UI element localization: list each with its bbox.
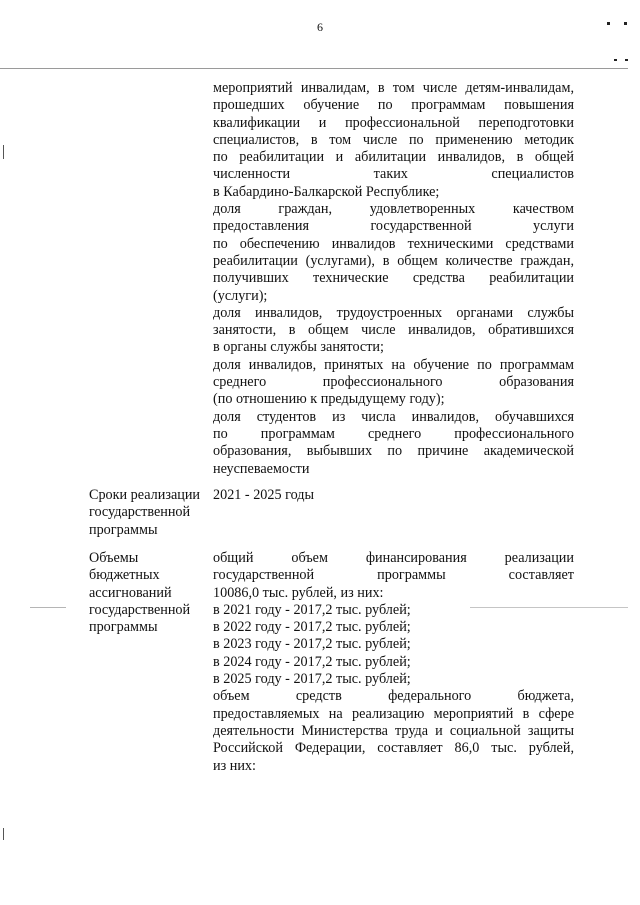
funding-text-line: в 2024 году - 2017,2 тыс. рублей; [213,653,411,670]
indicator-text-line: в органы службы занятости; [213,339,384,356]
indicators-text [213,80,574,478]
scan-artifact-mid-line [30,607,66,608]
scan-artifact-left-mark [3,828,4,840]
funding-text-line: объем средств федерального бюджета, [213,688,574,705]
indicator-text-line: прошедших обучение по программам повышения [213,97,574,114]
scan-artifact-speck [625,59,628,61]
indicator-text-line: специалистов, в том числе по применению методик [213,131,574,148]
funding-text-line: из них: [213,757,256,774]
indicator-text-line: по обеспечению инвалидов техническими средствами [213,235,574,252]
row-label-line: программы [89,521,158,538]
indicator-text-line: среднего профессионального образования [213,374,574,391]
scan-artifact-speck [607,22,610,25]
indicator-text-line: доля студентов из числа инвалидов, обучавшихся [213,408,574,425]
page-number: 6 [317,20,323,34]
funding-text-line: предоставляемых на реализацию мероприятий в сфере [213,705,574,722]
terms-value-block [213,487,574,504]
row-label-line: Сроки реализации [89,487,201,503]
funding-text-line: деятельности Министерства труда и социальной защиты [213,722,574,739]
terms-label [89,487,209,539]
funding-text-line: 10086,0 тыс. рублей, из них: [213,584,384,601]
scan-artifact-top-line [0,68,628,69]
scan-artifact-left-mark [3,145,4,159]
indicator-text-line: в Кабардино-Балкарской Республике; [213,183,440,200]
indicator-text-line: по реабилитации и абилитации инвалидов, в общей [213,149,574,166]
indicator-text-line: неуспеваемости [213,460,310,477]
indicator-text-line: образования, выбывших по причине академической [213,443,574,460]
terms-value: 2021 - 2025 годы [213,487,315,503]
indicator-text-line: по программам среднего профессионального [213,425,574,442]
indicator-text-line: (услуги); [213,287,268,304]
scan-artifact-speck [614,59,617,61]
funding-text-line: в 2021 году - 2017,2 тыс. рублей; [213,601,411,618]
row-label-line: Объемы [89,550,139,566]
scan-artifact-speck [624,22,627,25]
funding-text-line: в 2025 году - 2017,2 тыс. рублей; [213,671,411,688]
indicator-text-line: доля инвалидов, трудоустроенных органами службы [213,304,574,321]
funding-block [213,550,574,775]
indicators-block [213,80,574,478]
row-label-line: бюджетных [89,567,160,584]
indicator-text-line: доля инвалидов, принятых на обучение по программам [213,356,574,373]
funding-text-line: в 2023 году - 2017,2 тыс. рублей; [213,636,411,653]
funding-text-line: государственной программы составляет [213,567,574,584]
indicator-text-line: предоставления государственной услуги [213,218,574,235]
indicator-text-line: занятости, в общем числе инвалидов, обратившихся [213,322,574,339]
row-label-line: программы [89,619,158,636]
indicator-text-line: квалификации и профессиональной переподготовки [213,114,574,131]
row-label-line: ассигнований [89,584,172,601]
indicator-text-line: доля граждан, удовлетворенных качеством [213,201,574,218]
row-label-line: государственной [89,601,191,618]
indicator-text-line: мероприятий инвалидам, в том числе детям-инвалидам, [213,80,574,96]
funding-text-line: Российской Федерации, составляет 86,0 тыс. рублей, [213,740,574,757]
indicator-text-line: (по отношению к предыдущему году); [213,391,445,408]
funding-text-line: в 2022 году - 2017,2 тыс. рублей; [213,619,411,636]
row-label-line: государственной [89,504,191,521]
indicator-text-line: реабилитации (услугами), в общем количестве граждан, [213,252,574,269]
funding-label [89,550,209,636]
funding-text [213,550,574,775]
funding-text-line: общий объем финансирования реализации [213,550,574,566]
indicator-text-line: численности таких специалистов [213,166,574,183]
indicator-text-line: получивших технические средства реабилитации [213,270,574,287]
